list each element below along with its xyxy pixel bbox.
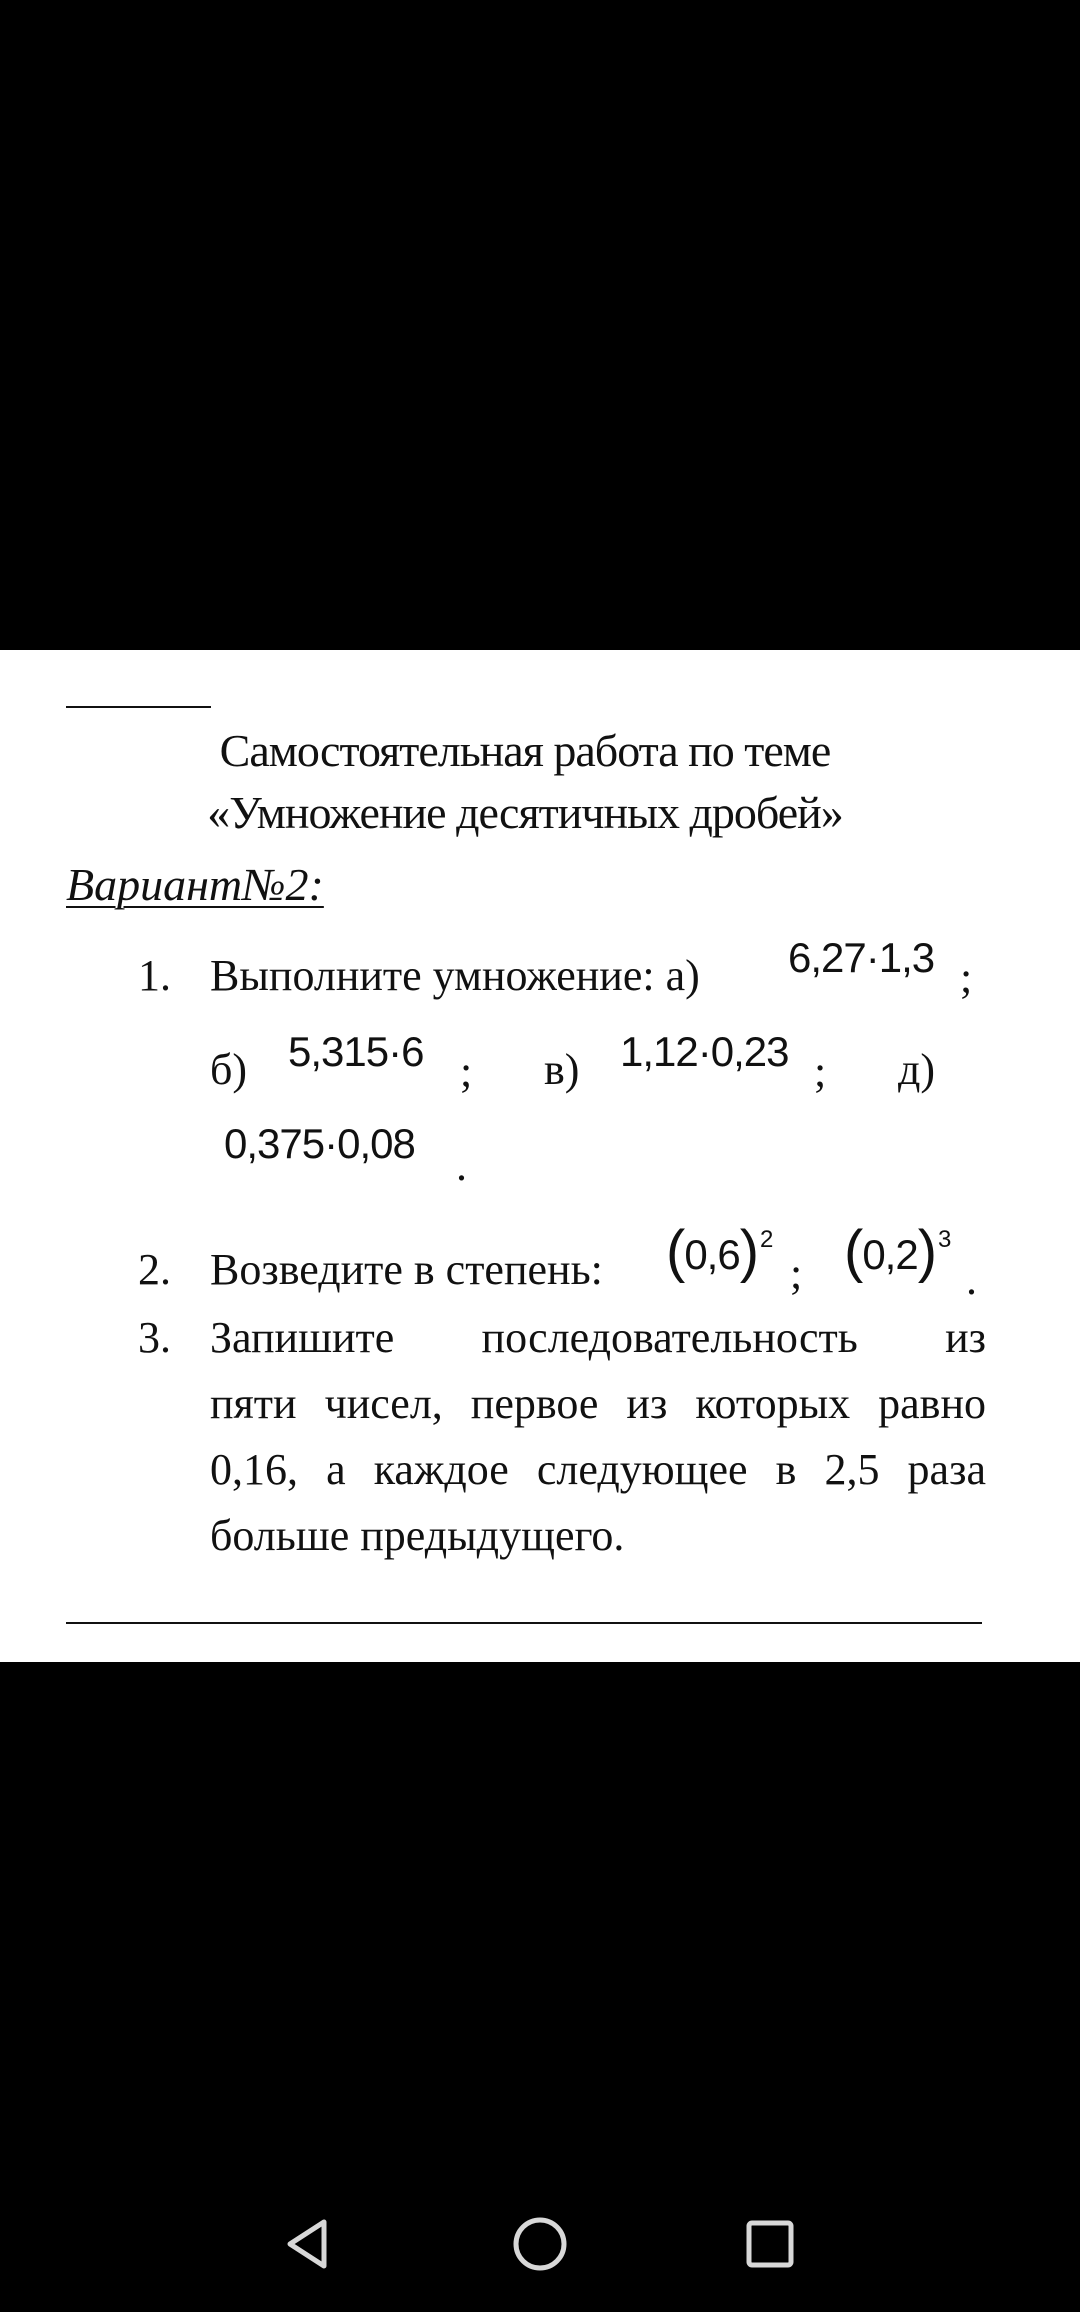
- paren-open: (: [844, 1219, 863, 1284]
- task2-power-2: [844, 1216, 950, 1283]
- task3-line-2: пяти чисел, первое из которых равно: [210, 1379, 986, 1428]
- paren-open: (: [666, 1219, 685, 1284]
- task2-sep: ;: [790, 1249, 803, 1298]
- task1-sep-v: ;: [814, 1047, 827, 1096]
- task2-exponent-1: 2: [760, 1226, 773, 1253]
- task1-expr-d: 0,375·0,08: [224, 1120, 415, 1167]
- task1-label-b: б): [210, 1045, 248, 1094]
- task2-exponent-2: 3: [938, 1226, 951, 1253]
- task1-label-v: в): [544, 1045, 580, 1094]
- recents-button[interactable]: [724, 2198, 816, 2290]
- paren-close: ): [739, 1219, 759, 1284]
- paren-close: ): [917, 1219, 937, 1284]
- task1-number: 1.: [138, 951, 171, 1000]
- navigation-bar: [0, 2180, 1080, 2312]
- task1-end: .: [456, 1141, 467, 1190]
- task1-label-d: д): [898, 1045, 936, 1094]
- top-rule: [66, 706, 211, 708]
- title-line-2: «Умножение десятичных дробей»: [207, 787, 843, 838]
- task3-line-1: Запишите последовательность из: [210, 1313, 986, 1362]
- task1-text: Выполните умножение: а): [210, 951, 700, 1000]
- task1-expr-v: 1,12·0,23: [620, 1028, 789, 1075]
- task2-number: 2.: [138, 1245, 171, 1294]
- task1-expr-a: 6,27·1,3: [788, 934, 935, 981]
- task1-sep-b: ;: [460, 1047, 473, 1096]
- task3-number: 3.: [138, 1313, 171, 1362]
- home-button[interactable]: [494, 2198, 586, 2290]
- variant-label: Вариант№2:: [66, 859, 324, 910]
- task2-base-2: 0,2: [862, 1231, 918, 1278]
- back-button[interactable]: [262, 2198, 354, 2290]
- task1-sep-a: ;: [960, 953, 973, 1002]
- task2-base-1: 0,6: [684, 1231, 740, 1278]
- task2-power-1: [666, 1216, 772, 1283]
- back-triangle-icon: [280, 2216, 336, 2272]
- title-line-1: Самостоятельная работа по теме: [219, 725, 831, 776]
- task2-end: .: [966, 1255, 977, 1304]
- task1-expr-b: 5,315·6: [288, 1028, 424, 1075]
- home-circle-icon: [510, 2214, 570, 2274]
- worksheet-image: [0, 650, 1080, 1662]
- task3-line-4: больше предыдущего.: [210, 1511, 625, 1560]
- task2-text: Возведите в степень:: [210, 1245, 603, 1294]
- task3-line-3: 0,16, а каждое следующее в 2,5 раза: [210, 1445, 986, 1494]
- bottom-rule: [66, 1622, 982, 1624]
- recents-square-icon: [742, 2216, 798, 2272]
